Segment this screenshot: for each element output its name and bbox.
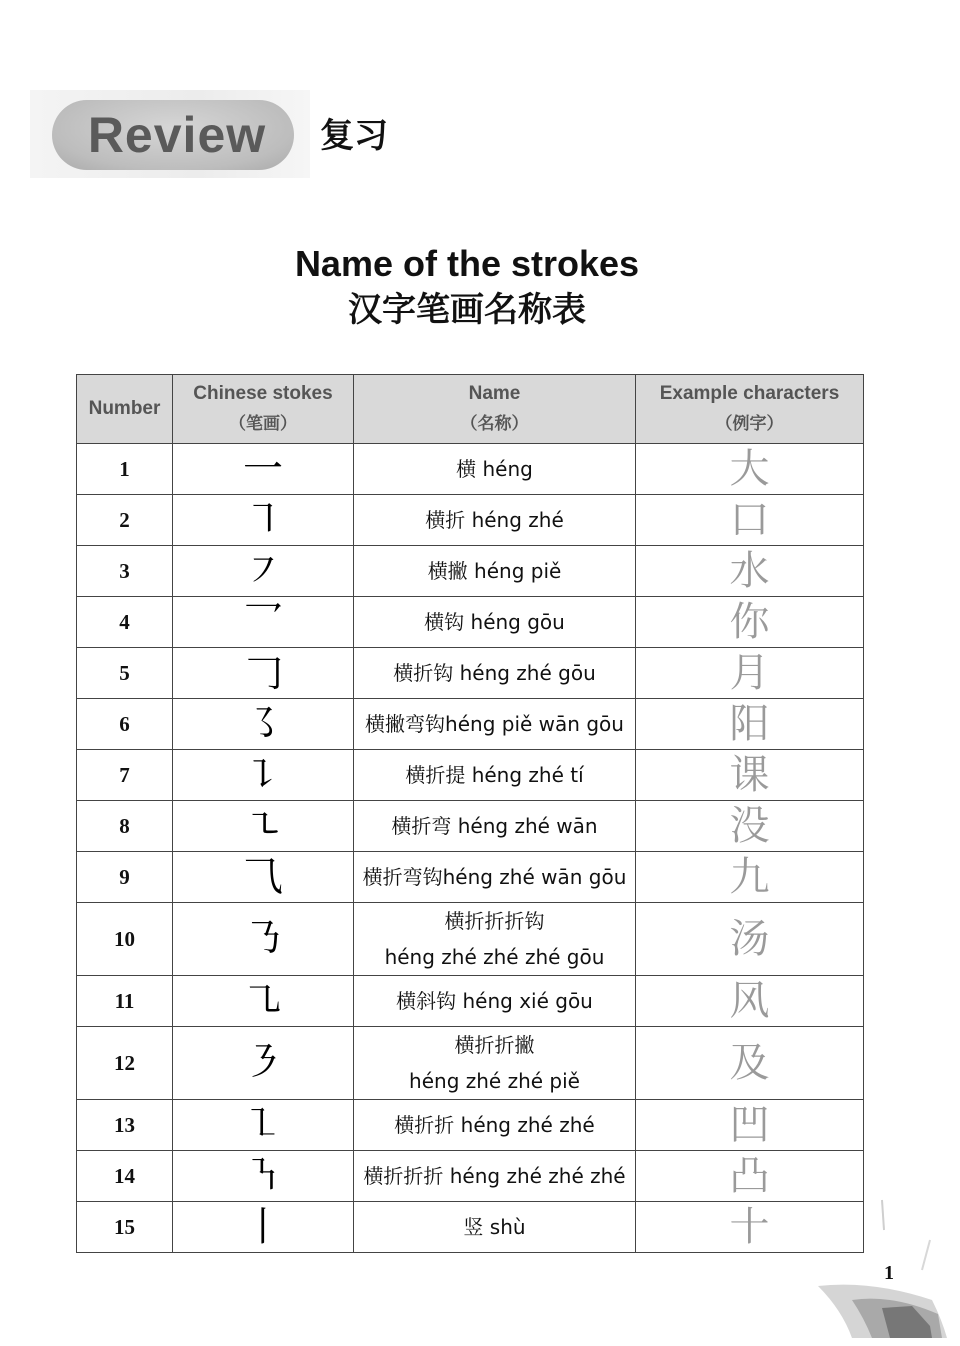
stroke-name: 横撇 héng piě — [427, 559, 562, 583]
row-number: 8 — [77, 801, 173, 852]
header-chinese-sub: （笔画） — [229, 414, 297, 433]
table-row — [77, 648, 864, 699]
header-example — [636, 375, 864, 444]
header-example-sub: （例字） — [715, 414, 784, 433]
stroke-glyph-cell — [173, 903, 354, 976]
table-row — [77, 801, 864, 852]
example-character: 没 — [729, 803, 770, 849]
example-character-cell — [636, 903, 864, 976]
example-character-cell — [636, 852, 864, 903]
stroke-name: 横折折 héng zhé zhé — [394, 1113, 595, 1137]
stroke-name-cell — [354, 546, 636, 597]
row-number: 2 — [77, 495, 173, 546]
stroke-name-cell — [354, 648, 636, 699]
stroke-glyph-cell — [173, 852, 354, 903]
table-row — [77, 1027, 864, 1100]
table-row — [77, 444, 864, 495]
stroke-glyph: ⺄ — [243, 854, 283, 900]
stroke-glyph: ㇇ — [243, 548, 283, 594]
stroke-name: 横折弯 héng zhé wān — [391, 814, 598, 838]
stroke-glyph-cell — [173, 648, 354, 699]
example-character: 凹 — [729, 1102, 770, 1148]
example-character-cell — [636, 648, 864, 699]
example-character-cell — [636, 699, 864, 750]
stroke-pinyin: héng zhé zhé zhé gōu — [384, 945, 605, 969]
header-chinese-label: Chinese stokes — [193, 383, 333, 404]
stroke-name: 横折 héng zhé — [425, 508, 564, 532]
stroke-name: 横折提 héng zhé tí — [405, 763, 584, 787]
stroke-glyph: ㇎ — [243, 1153, 283, 1199]
stroke-pinyin: héng zhé zhé piě — [409, 1069, 580, 1093]
row-number: 3 — [77, 546, 173, 597]
stroke-glyph: ㇊ — [243, 752, 283, 798]
table-row — [77, 1100, 864, 1151]
example-character: 阳 — [729, 701, 770, 747]
header-name-sub: （名称） — [460, 414, 529, 433]
stroke-name: 横折折折钩 — [444, 909, 545, 933]
stroke-name-cell — [354, 852, 636, 903]
example-character-cell — [636, 1027, 864, 1100]
stroke-name-cell — [354, 801, 636, 852]
stroke-glyph: 一 — [243, 446, 283, 492]
table-row — [77, 597, 864, 648]
example-character: 风 — [729, 978, 770, 1024]
example-character: 水 — [729, 548, 770, 594]
stroke-glyph: 丨 — [243, 1204, 283, 1250]
table-row — [77, 976, 864, 1027]
table-row — [77, 903, 864, 976]
header-example-label: Example characters — [659, 383, 840, 404]
stroke-glyph: ㇡ — [243, 916, 283, 962]
example-character-cell — [636, 597, 864, 648]
example-character: 及 — [729, 1040, 770, 1086]
row-number: 1 — [77, 444, 173, 495]
stroke-glyph-cell — [173, 1202, 354, 1253]
stroke-glyph: ㇋ — [243, 1040, 283, 1086]
table-row — [77, 699, 864, 750]
example-character-cell — [636, 546, 864, 597]
stroke-name: 横撇弯钩héng piě wān gōu — [365, 712, 624, 736]
table-row — [77, 546, 864, 597]
example-character-cell — [636, 444, 864, 495]
example-character: 课 — [729, 752, 770, 798]
page-title-chinese: 汉字笔画名称表 — [348, 290, 586, 330]
stroke-name: 竖 shù — [463, 1215, 526, 1239]
stroke-name: 横折折折 héng zhé zhé zhé — [363, 1164, 626, 1188]
stroke-name-cell — [354, 750, 636, 801]
stroke-glyph: ㇌ — [243, 701, 283, 747]
header-number — [77, 375, 173, 444]
page-title-english: Name of the strokes — [294, 243, 640, 284]
stroke-glyph: ㇕ — [243, 497, 283, 543]
stroke-name-cell — [354, 1151, 636, 1202]
table-header-row — [77, 375, 864, 444]
header-name — [354, 375, 636, 444]
page-number: 1 — [884, 1262, 894, 1284]
example-character: 口 — [729, 497, 770, 543]
stroke-glyph: 乛 — [243, 599, 283, 645]
example-character: 汤 — [729, 916, 770, 962]
stroke-name-cell — [354, 1100, 636, 1151]
example-character: 你 — [729, 599, 770, 645]
stroke-name: 横折钩 héng zhé gōu — [393, 661, 596, 685]
example-character: 九 — [729, 854, 770, 900]
strokes-table — [76, 374, 864, 1253]
table-row — [77, 852, 864, 903]
row-number: 15 — [77, 1202, 173, 1253]
decorative-corner-ink-art — [812, 1190, 952, 1340]
stroke-glyph-cell — [173, 976, 354, 1027]
example-character: 十 — [729, 1204, 770, 1250]
row-number: 10 — [77, 903, 173, 976]
stroke-glyph: ㇍ — [243, 803, 283, 849]
stroke-glyph: ㇅ — [243, 1102, 283, 1148]
stroke-name-cell — [354, 1202, 636, 1253]
example-character-cell — [636, 750, 864, 801]
table-row — [77, 1151, 864, 1202]
stroke-glyph-cell — [173, 1151, 354, 1202]
stroke-name: 横斜钩 héng xié gōu — [396, 989, 593, 1013]
row-number: 9 — [77, 852, 173, 903]
stroke-glyph-cell — [173, 801, 354, 852]
table-row — [77, 750, 864, 801]
row-number: 14 — [77, 1151, 173, 1202]
stroke-glyph: 𠃌 — [243, 650, 283, 696]
example-character-cell — [636, 495, 864, 546]
stroke-glyph-cell — [173, 1100, 354, 1151]
stroke-name-cell — [354, 903, 636, 976]
stroke-glyph-cell — [173, 750, 354, 801]
example-character-cell — [636, 976, 864, 1027]
stroke-glyph-cell — [173, 699, 354, 750]
stroke-glyph-cell — [173, 1027, 354, 1100]
stroke-glyph: ㇈ — [243, 978, 283, 1024]
example-character: 凸 — [729, 1153, 770, 1199]
example-character: 大 — [729, 446, 770, 492]
row-number: 6 — [77, 699, 173, 750]
review-chinese-label: 复习 — [320, 116, 388, 156]
example-character: 月 — [729, 650, 770, 696]
stroke-name-cell — [354, 597, 636, 648]
stroke-name-cell — [354, 444, 636, 495]
stroke-name-cell — [354, 976, 636, 1027]
stroke-name-cell — [354, 495, 636, 546]
example-character-cell — [636, 801, 864, 852]
stroke-glyph-cell — [173, 546, 354, 597]
stroke-glyph-cell — [173, 495, 354, 546]
stroke-name: 横 héng — [456, 457, 533, 481]
row-number: 13 — [77, 1100, 173, 1151]
row-number: 4 — [77, 597, 173, 648]
row-number: 5 — [77, 648, 173, 699]
stroke-name: 横折折撇 — [454, 1033, 535, 1057]
header-number-label: Number — [88, 398, 161, 419]
row-number: 7 — [77, 750, 173, 801]
stroke-glyph-cell — [173, 597, 354, 648]
stroke-name: 横钩 héng gōu — [424, 610, 565, 634]
example-character-cell — [636, 1100, 864, 1151]
table-row — [77, 1202, 864, 1253]
stroke-name-cell — [354, 699, 636, 750]
header-name-label: Name — [468, 383, 521, 404]
header-chinese-strokes — [173, 375, 354, 444]
row-number: 11 — [77, 976, 173, 1027]
stroke-glyph-cell — [173, 444, 354, 495]
row-number: 12 — [77, 1027, 173, 1100]
stroke-name: 横折弯钩héng zhé wān gōu — [362, 865, 627, 889]
review-word: Review — [87, 107, 267, 163]
table-row — [77, 495, 864, 546]
stroke-name-cell — [354, 1027, 636, 1100]
